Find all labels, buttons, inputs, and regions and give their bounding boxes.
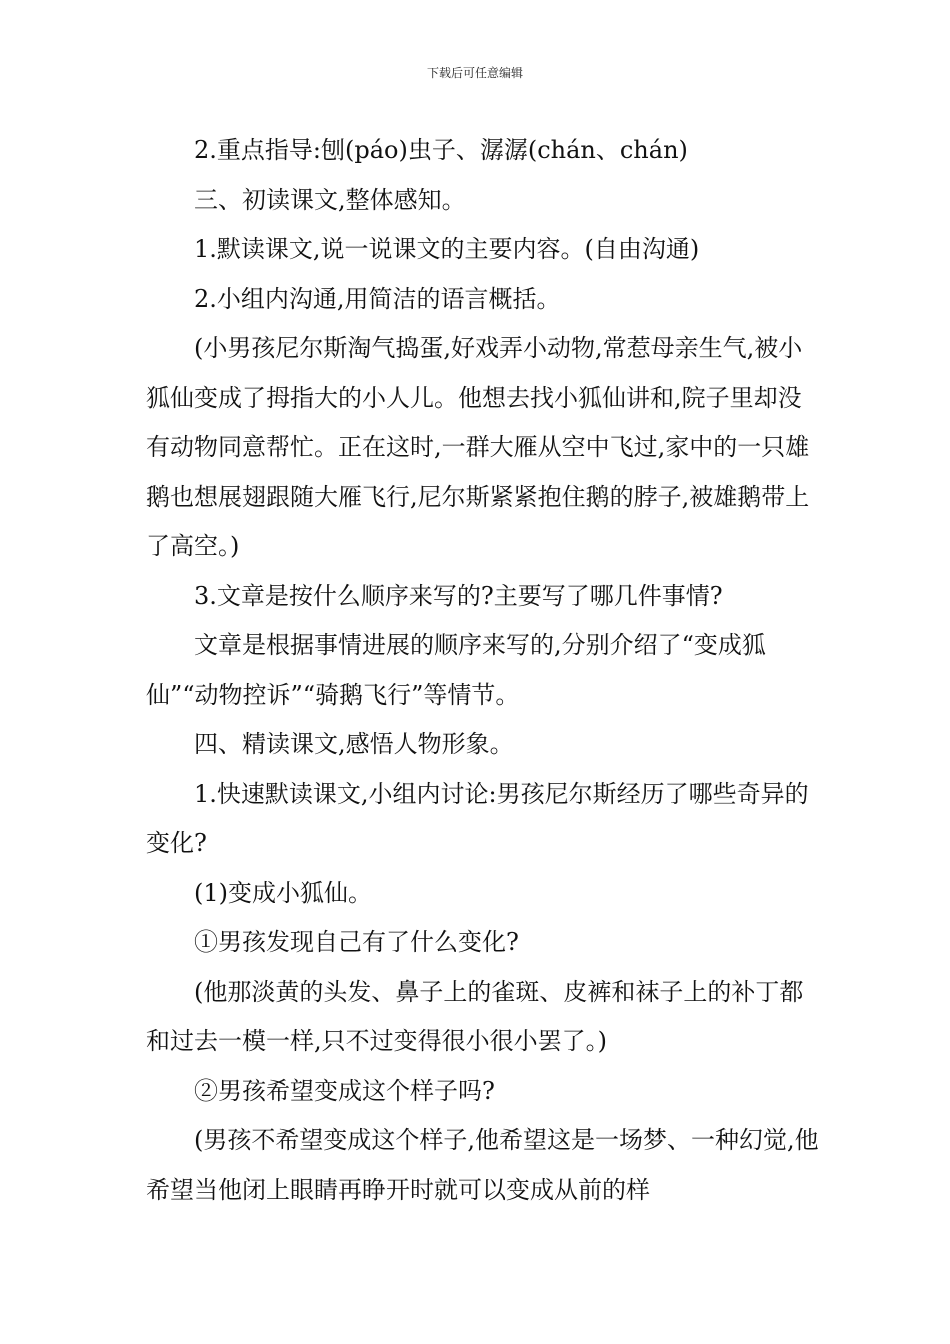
- section-heading: 三、初读课文,整体感知。: [194, 185, 466, 214]
- paragraph: 3.文章是按什么顺序来写的?主要写了哪几件事情?: [194, 581, 723, 610]
- paragraph: (他那淡黄的头发、鼻子上的雀斑、皮裤和袜子上的补丁都和过去一模一样,只不过变得很小很小罢了。): [146, 977, 804, 1055]
- paragraph: 2.小组内沟通,用简洁的语言概括。: [194, 284, 561, 313]
- paragraph: (男孩不希望变成这个样子,他希望这是一场梦、一种幻觉,他希望当他闭上眼睛再睁开时就可以变成从前的样: [146, 1126, 819, 1204]
- paragraph: (1)变成小狐仙。: [194, 878, 372, 907]
- paragraph: 1.默读课文,说一说课文的主要内容。(自由沟通): [194, 235, 700, 263]
- paragraph: (小男孩尼尔斯淘气捣蛋,好戏弄小动物,常惹母亲生气,被小狐仙变成了拇指大的小人儿。他想去找小狐仙讲和,院子里却没有动物同意帮忙。正在这时,一群大雁从空中飞过,家中的一只雄鹅也想展翅跟随大雁飞行,尼尔斯紧紧抱住鹅的脖子,被雄鹅带上了高空。): [146, 334, 810, 560]
- paragraph: ②男孩希望变成这个样子吗?: [194, 1076, 495, 1105]
- header-note: 下载后可任意编辑: [426, 66, 523, 80]
- paragraph: 2.重点指导:刨(páo)虫子、潺潺(chán、chán): [194, 136, 688, 164]
- document-body: [146, 126, 822, 1215]
- section-heading: 四、精读课文,感悟人物形象。: [194, 730, 514, 758]
- paragraph: 1.快速默读课文,小组内讨论:男孩尼尔斯经历了哪些奇异的变化?: [146, 779, 809, 857]
- paragraph: ①男孩发现自己有了什么变化?: [194, 928, 519, 956]
- paragraph: 文章是根据事情进展的顺序来写的,分别介绍了“变成狐仙”“动物控诉”“骑鹅飞行”等情节。: [146, 631, 766, 709]
